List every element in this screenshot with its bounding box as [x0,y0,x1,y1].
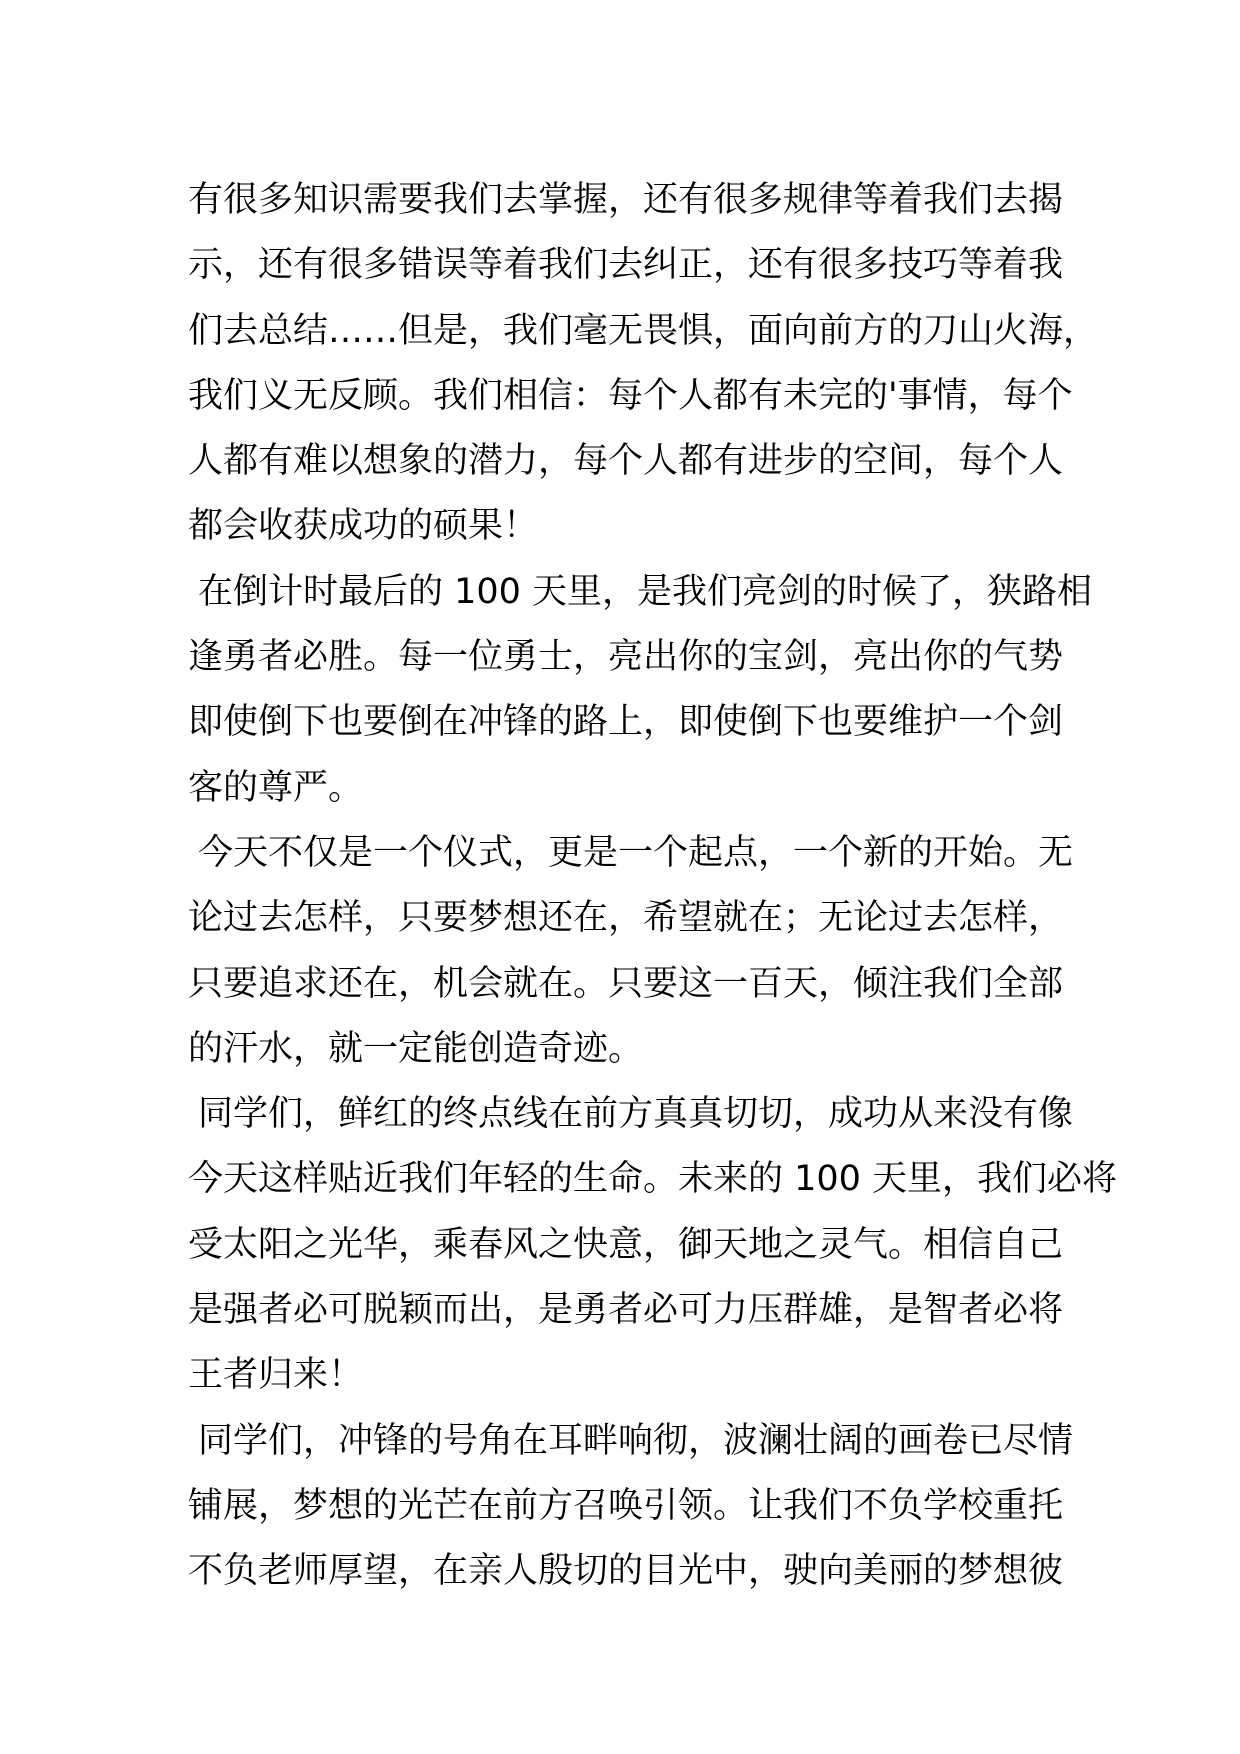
text-line: 是强者必可脱颖而出，是勇者必可力压群雄，是智者必将 [188,1290,1064,1331]
text-line: 只要追求还在，机会就在。只要这一百天，倾注我们全部 [188,963,1064,1004]
text-line: 今天不仅是一个仪式，更是一个起点，一个新的开始。无 [198,832,1074,873]
text-line: 我们义无反顾。我们相信：每个人都有未完的'事情，每个 [188,375,1073,416]
text-line: 客的尊严。 [188,767,364,808]
paragraph [188,1082,1118,1408]
text-line: 论过去怎样，只要梦想还在，希望就在；无论过去怎样， [188,898,1064,939]
text-line: 们去总结……但是，我们毫无畏惧，面向前方的刀山火海， [188,310,1099,351]
text-line: 都会收获成功的硕果！ [188,506,539,547]
text-line: 示，还有很多错误等着我们去纠正，还有很多技巧等着我 [188,245,1064,286]
paragraph [188,168,1099,560]
document-body [188,168,1118,1605]
text-line: 在倒计时最后的 100 天里，是我们亮剑的时候了，狭路相 [198,571,1093,612]
text-line: 不负老师厚望，在亲人殷切的目光中，驶向美丽的梦想彼 [188,1551,1064,1592]
text-line: 有很多知识需要我们去掌握，还有很多规律等着我们去揭 [188,180,1064,220]
text-line: 同学们，鲜红的终点线在前方真真切切，成功从来没有像 [198,1094,1074,1135]
text-line: 人都有难以想象的潜力，每个人都有进步的空间，每个人 [188,441,1064,482]
text-line: 即使倒下也要倒在冲锋的路上，即使倒下也要维护一个剑 [188,702,1064,743]
text-line: 受太阳之光华，乘春风之快意，御天地之灵气。相信自己 [188,1224,1064,1265]
paragraph [188,1409,1074,1605]
text-line: 铺展，梦想的光芒在前方召唤引领。让我们不负学校重托 [188,1485,1064,1526]
paragraph [188,560,1093,821]
text-line: 同学们，冲锋的号角在耳畔响彻，波澜壮阔的画卷已尽情 [198,1420,1074,1461]
text-line: 逢勇者必胜。每一位勇士，亮出你的宝剑，亮出你的气势 [188,637,1064,678]
text-line: 的汗水，就一定能创造奇迹。 [188,1028,644,1069]
paragraph [188,821,1074,1082]
text-line: 今天这样贴近我们年轻的生命。未来的 100 天里，我们必将 [188,1159,1118,1200]
text-line: 王者归来！ [188,1355,364,1396]
